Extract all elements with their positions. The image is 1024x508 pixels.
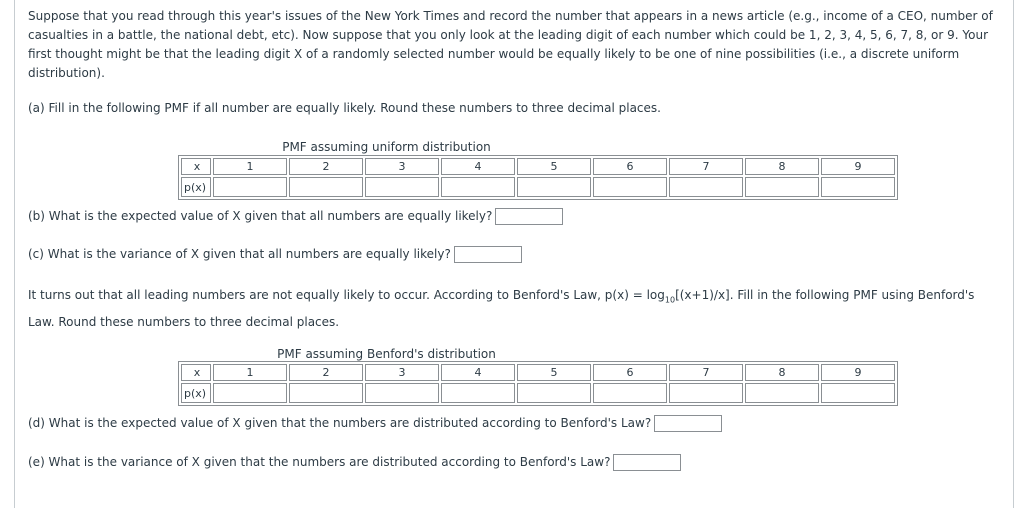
x-value-6: 6 bbox=[593, 364, 667, 381]
benford-px-input-5[interactable] bbox=[517, 383, 591, 403]
benford-px-input-8[interactable] bbox=[745, 383, 819, 403]
benford-px-input-9[interactable] bbox=[821, 383, 895, 403]
px-input-5[interactable] bbox=[517, 177, 591, 197]
question-a: (a) Fill in the following PMF if all number are equally likely. Round these numbers to three decimal places. bbox=[28, 101, 661, 115]
px-input-3[interactable] bbox=[365, 177, 439, 197]
question-b-text: (b) What is the expected value of X given that all numbers are equally likely? bbox=[28, 209, 493, 223]
x-header: x bbox=[181, 158, 211, 175]
px-input-2[interactable] bbox=[289, 177, 363, 197]
x-value-2: 2 bbox=[289, 364, 363, 381]
x-value-7: 7 bbox=[669, 158, 743, 175]
benford-px-input-7[interactable] bbox=[669, 383, 743, 403]
benford-paragraph bbox=[28, 284, 1003, 333]
table2-caption: PMF assuming Benford's distribution bbox=[277, 347, 496, 361]
px-input-9[interactable] bbox=[821, 177, 895, 197]
benford-px-input-6[interactable] bbox=[593, 383, 667, 403]
x-value-8: 8 bbox=[745, 158, 819, 175]
x-value-1: 1 bbox=[213, 158, 287, 175]
px-header: p(x) bbox=[181, 177, 211, 197]
expected-value-uniform-input[interactable] bbox=[495, 208, 563, 225]
px-input-1[interactable] bbox=[213, 177, 287, 197]
benford-px-input-2[interactable] bbox=[289, 383, 363, 403]
px-input-6[interactable] bbox=[593, 177, 667, 197]
question-b bbox=[28, 207, 563, 226]
x-value-9: 9 bbox=[821, 364, 895, 381]
variance-benford-input[interactable] bbox=[613, 454, 681, 471]
x-value-4: 4 bbox=[441, 158, 515, 175]
expected-value-benford-input[interactable] bbox=[654, 415, 722, 432]
px-input-4[interactable] bbox=[441, 177, 515, 197]
x-value-8: 8 bbox=[745, 364, 819, 381]
benford-px-input-4[interactable] bbox=[441, 383, 515, 403]
x-value-1: 1 bbox=[213, 364, 287, 381]
x-value-3: 3 bbox=[365, 364, 439, 381]
question-e bbox=[28, 453, 681, 472]
px-input-8[interactable] bbox=[745, 177, 819, 197]
x-header: x bbox=[181, 364, 211, 381]
question-d bbox=[28, 414, 722, 433]
variance-uniform-input[interactable] bbox=[454, 246, 522, 263]
log-base: 10 bbox=[664, 295, 676, 305]
x-value-7: 7 bbox=[669, 364, 743, 381]
pmf-table-uniform bbox=[178, 155, 898, 200]
table1-caption: PMF assuming uniform distribution bbox=[282, 140, 491, 154]
question-c-text: (c) What is the variance of X given that all numbers are equally likely? bbox=[28, 247, 451, 261]
benford-text-post: [(x+1)/x]. Fill in the following PMF using Benford's Law. Round these numbers to three decimal places. bbox=[28, 288, 975, 330]
x-value-2: 2 bbox=[289, 158, 363, 175]
px-input-7[interactable] bbox=[669, 177, 743, 197]
question-d-text: (d) What is the expected value of X given that the numbers are distributed according to Benford's Law? bbox=[28, 416, 652, 430]
x-value-5: 5 bbox=[517, 158, 591, 175]
benford-px-input-3[interactable] bbox=[365, 383, 439, 403]
benford-px-input-1[interactable] bbox=[213, 383, 287, 403]
pmf-table-benford bbox=[178, 361, 898, 406]
x-value-4: 4 bbox=[441, 364, 515, 381]
question-e-text: (e) What is the variance of X given that the numbers are distributed according to Benford's Law? bbox=[28, 455, 611, 469]
benford-text-pre: It turns out that all leading numbers are not equally likely to occur. According to Benford's Law, p(x) = log bbox=[28, 288, 665, 302]
x-value-6: 6 bbox=[593, 158, 667, 175]
x-value-3: 3 bbox=[365, 158, 439, 175]
x-value-5: 5 bbox=[517, 364, 591, 381]
question-c bbox=[28, 245, 522, 264]
x-value-9: 9 bbox=[821, 158, 895, 175]
px-header: p(x) bbox=[181, 383, 211, 403]
intro-paragraph: Suppose that you read through this year's issues of the New York Times and record the number that appears in a news article (e.g., income of a CEO, number of casualties in a battle, the national debt, etc). Now suppose that you only look at the leading digit of each number which could be 1, 2, 3, 4, 5, 6, 7, 8, or 9. Your first thought might be that the leading digit X of a randomly selected number would be equally likely to be one of nine possibilities (i.e., a discrete uniform distribution). bbox=[28, 9, 993, 80]
